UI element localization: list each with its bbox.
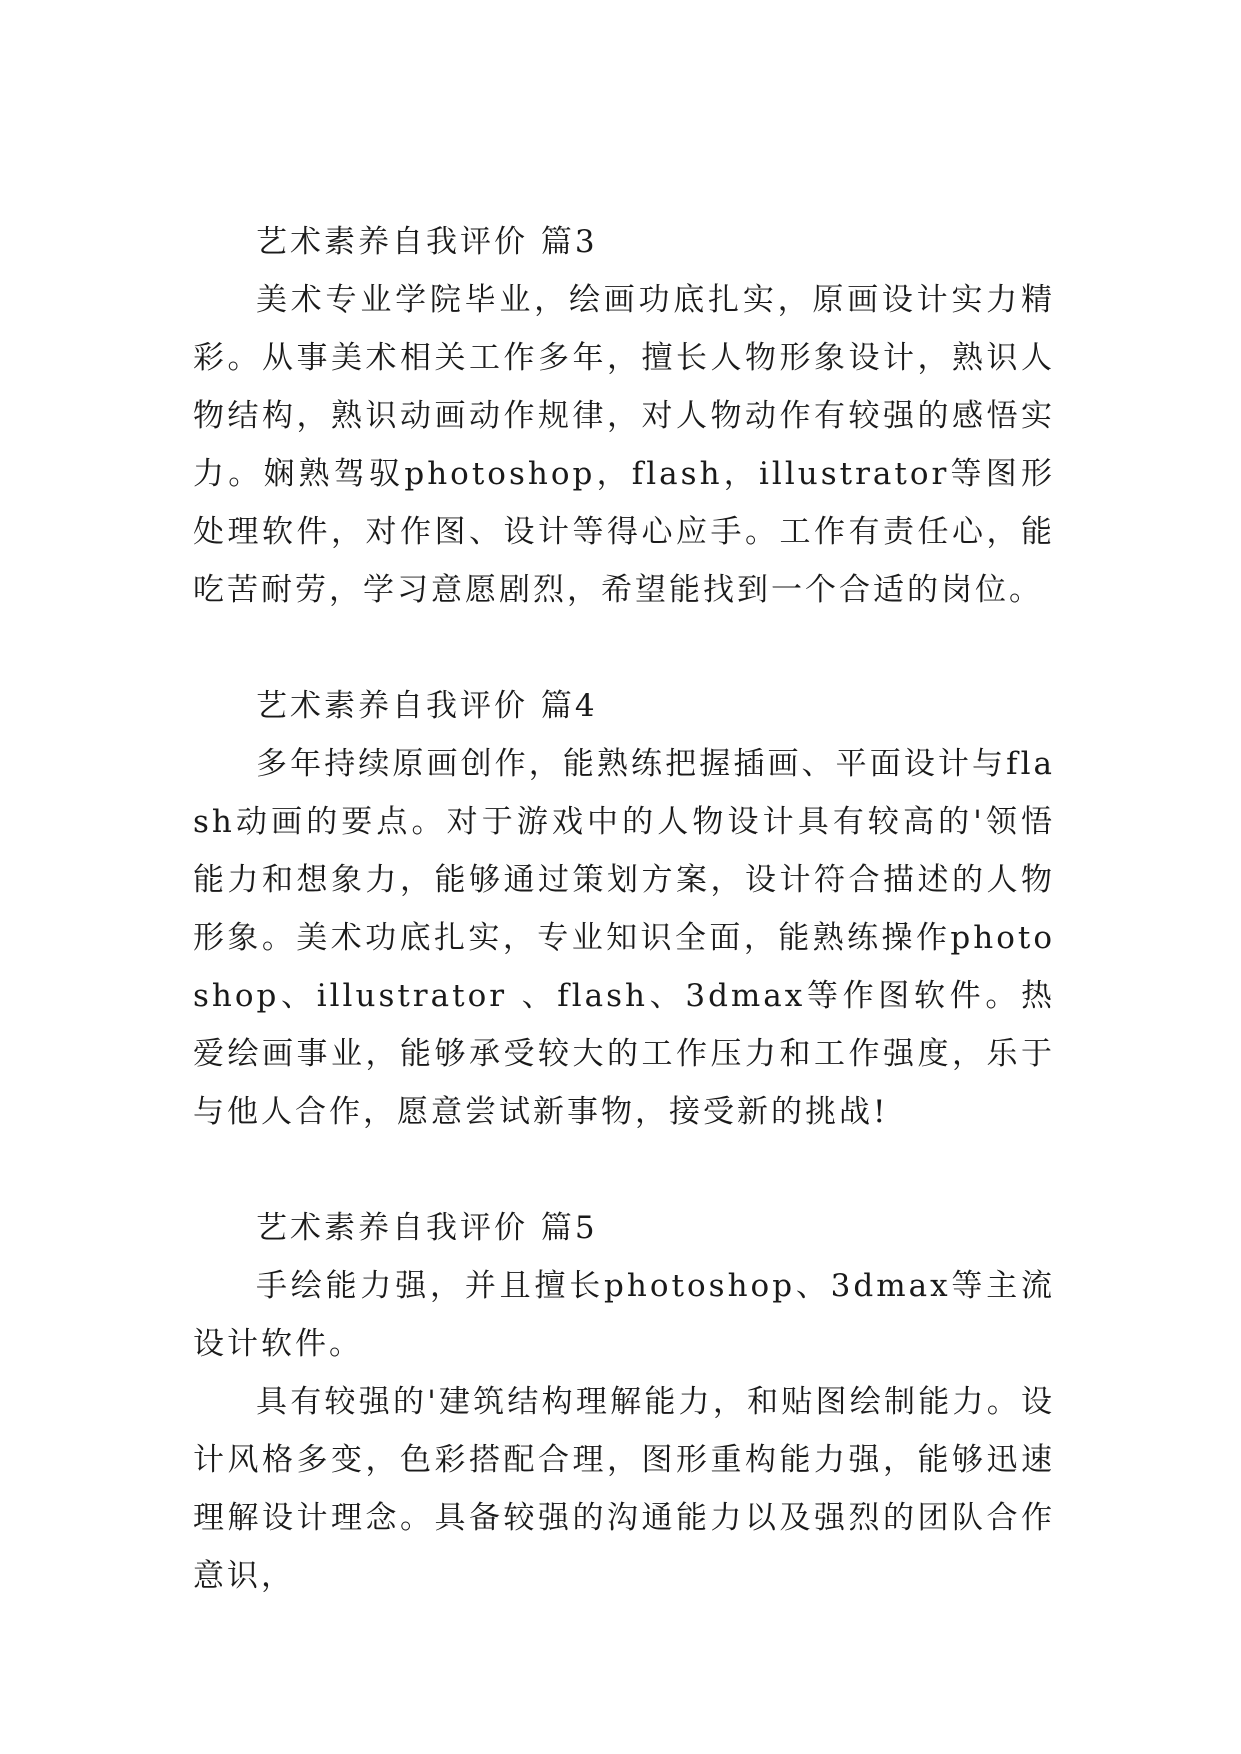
section-5-paragraph-1: 手绘能力强，并且擅长photoshop、3dmax等主流设计软件。 [193, 1268, 1055, 1362]
section-4-paragraph: 多年持续原画创作，能熟练把握插画、平面设计与flash动画的要点。对于游戏中的人物设计具有较高的'领悟能力和想象力，能够通过策划方案，设计符合描述的人物形象。美术功底扎实，专业知识全面，能熟练操作photoshop、illustrator 、flash、3dmax等作图软件。热爱绘画事业，能够承受较大的工作压力和工作强度，乐于与他人合作，愿意尝试新事物，接受新的挑战! [193, 746, 1055, 1130]
section-3-paragraph: 美术专业学院毕业，绘画功底扎实，原画设计实力精彩。从事美术相关工作多年，擅长人物形象设计，熟识人物结构，熟识动画动作规律，对人物动作有较强的感悟实力。娴熟驾驭photoshop，flash，illustrator等图形处理软件，对作图、设计等得心应手。工作有责任心，能吃苦耐劳，学习意愿剧烈，希望能找到一个合适的岗位。 [193, 282, 1055, 608]
section-divider [193, 619, 1055, 677]
section-title-5: 艺术素养自我评价 篇5 [256, 1210, 598, 1246]
section-title-4: 艺术素养自我评价 篇4 [256, 688, 598, 724]
section-5-paragraph-2: 具有较强的'建筑结构理解能力，和贴图绘制能力。设计风格多变，色彩搭配合理，图形重构能力强，能够迅速理解设计理念。具备较强的沟通能力以及强烈的团队合作意识， [193, 1384, 1055, 1594]
section-divider [193, 1141, 1055, 1199]
section-title-3: 艺术素养自我评价 篇3 [256, 224, 598, 260]
document-body [193, 213, 1055, 1605]
